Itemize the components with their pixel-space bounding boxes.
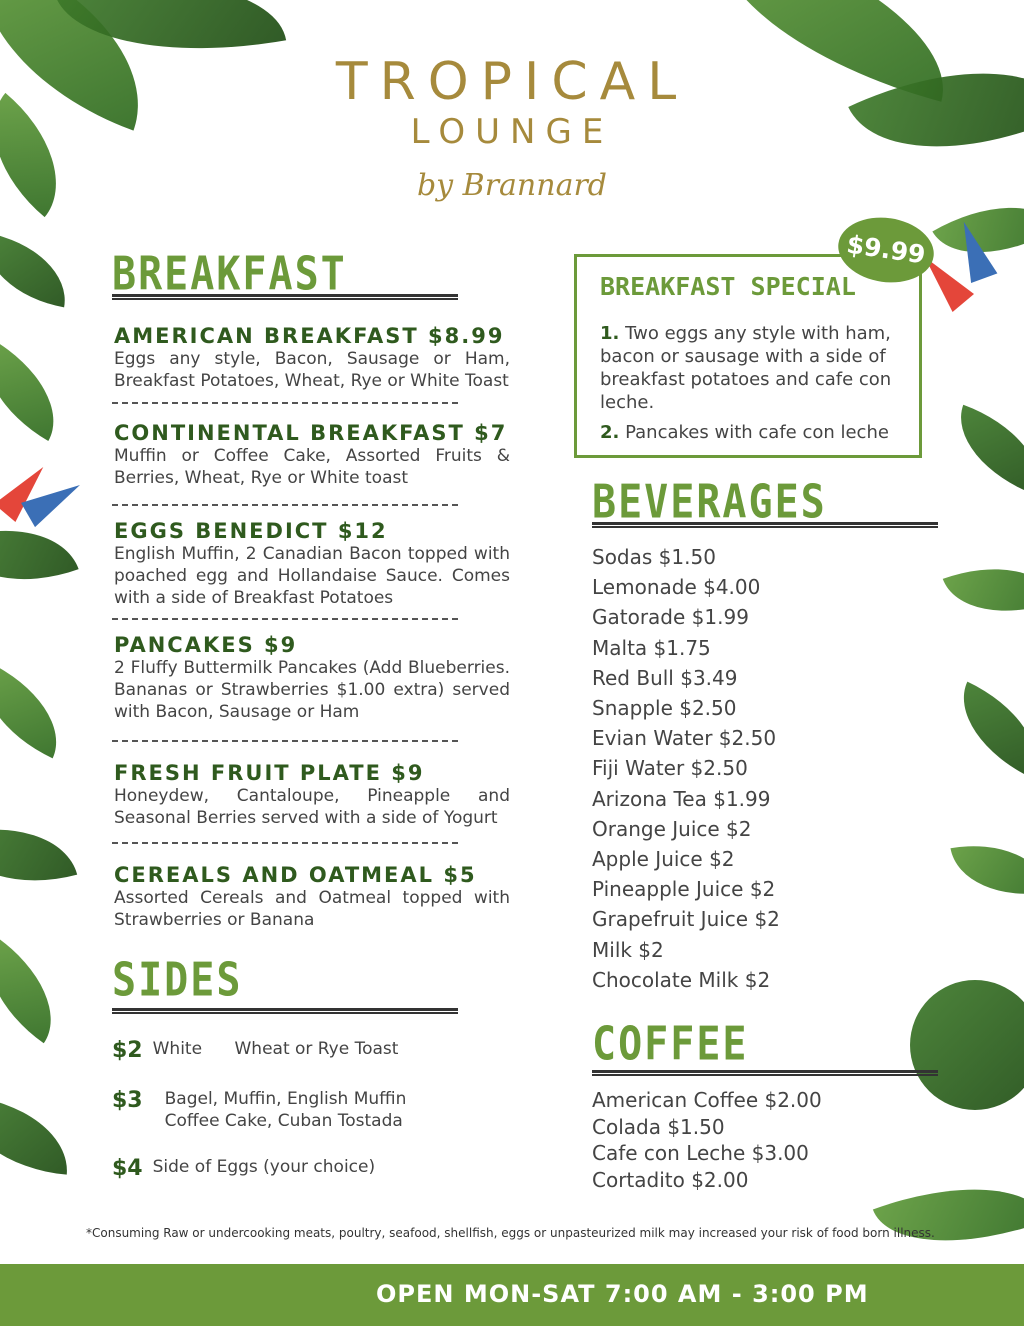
beverage-item: Orange Juice $2	[592, 816, 752, 841]
special-price-badge: $9.99	[834, 212, 938, 289]
side-row	[112, 1088, 406, 1132]
beverage-item: Lemonade $4.00	[592, 575, 761, 600]
beverage-item: Snapple $2.50	[592, 696, 737, 720]
sides-rule	[112, 1008, 458, 1014]
beverage-item: Grapefruit Juice $2	[592, 907, 780, 932]
side-text: White Wheat or Rye Toast	[152, 1039, 399, 1059]
beverage-item: Apple Juice $2	[592, 847, 735, 871]
coffee-heading: COFFEE	[592, 1018, 749, 1071]
menu-item-title: CONTINENTAL BREAKFAST $7	[114, 421, 508, 445]
side-text-line: Bagel, Muffin, English Muffin	[164, 1089, 407, 1109]
beverages-rule	[592, 522, 938, 528]
beverage-item: Sodas $1.50	[592, 545, 716, 569]
special-item-number: 1.	[600, 323, 620, 344]
beverage-item: Gatorade $1.99	[592, 605, 749, 630]
item-divider	[112, 618, 458, 620]
item-divider	[112, 402, 458, 404]
side-text	[165, 1088, 407, 1132]
item-divider	[112, 504, 458, 506]
coffee-item: American Coffee $2.00	[592, 1088, 822, 1112]
beverage-item: Red Bull $3.49	[592, 665, 738, 690]
special-item	[600, 322, 900, 414]
beverage-item: Chocolate Milk $2	[592, 967, 771, 992]
brand-title: TROPICAL	[335, 52, 689, 112]
coffee-item: Cortadito $2.00	[592, 1167, 749, 1192]
menu-item-title: PANCAKES $9	[114, 633, 298, 657]
special-title: BREAKFAST SPECIAL	[600, 272, 856, 301]
menu-item-desc: Assorted Cereals and Oatmeal topped with Strawberries or Banana	[114, 888, 510, 930]
special-item-text: Pancakes with cafe con leche	[625, 422, 889, 443]
side-text-line: Coffee Cake, Cuban Tostada	[164, 1111, 403, 1131]
beverage-item: Fiji Water $2.50	[592, 756, 748, 781]
coffee-item: Cafe con Leche $3.00	[592, 1141, 809, 1165]
brand-subtitle: LOUNGE	[410, 112, 614, 152]
beverage-item: Evian Water $2.50	[592, 726, 777, 751]
menu-item-desc: English Muffin, 2 Canadian Bacon topped with poached egg and Hollandaise Sauce. Comes with a side of Breakfast Potatoes	[114, 544, 510, 608]
menu-item-title: CEREALS AND OATMEAL $5	[114, 863, 477, 887]
side-text: Side of Eggs (your choice)	[152, 1157, 376, 1177]
beverage-item: Milk $2	[592, 937, 664, 962]
side-price: $3	[112, 1088, 143, 1113]
menu-item-desc: Honeydew, Cantaloupe, Pineapple and Seasonal Berries served with a side of Yogurt	[114, 786, 510, 828]
menu-item-title: EGGS BENEDICT $12	[114, 519, 388, 543]
coffee-rule	[592, 1070, 938, 1076]
side-price: $2	[112, 1038, 143, 1063]
beverage-item: Malta $1.75	[592, 635, 711, 660]
special-item	[600, 421, 900, 444]
coffee-item: Colada $1.50	[592, 1114, 725, 1139]
menu-item-desc: Eggs any style, Bacon, Sausage or Ham, Breakfast Potatoes, Wheat, Rye or White Toast	[114, 349, 510, 391]
item-divider	[112, 740, 458, 742]
opening-hours: OPEN MON-SAT 7:00 AM - 3:00 PM	[376, 1280, 869, 1308]
breakfast-heading: BREAKFAST	[112, 248, 347, 301]
special-item-text: Two eggs any style with ham, bacon or sausage with a side of breakfast potatoes and cafe con leche.	[600, 323, 892, 413]
menu-item-desc: 2 Fluffy Buttermilk Pancakes (Add Blueberries. Bananas or Strawberries $1.00 extra) served with Bacon, Sausage or Ham	[114, 658, 510, 722]
special-item-number: 2.	[600, 422, 620, 443]
brand-signature: by Brannard	[416, 168, 608, 203]
breakfast-rule	[112, 294, 458, 300]
menu-item-title: AMERICAN BREAKFAST $8.99	[114, 324, 505, 348]
beverages-heading: BEVERAGES	[592, 476, 827, 529]
menu-item-title: FRESH FRUIT PLATE $9	[114, 761, 425, 785]
side-row	[112, 1156, 375, 1181]
beverage-item: Pineapple Juice $2	[592, 877, 776, 902]
beverage-item: Arizona Tea $1.99	[592, 786, 771, 811]
side-price: $4	[112, 1156, 143, 1181]
menu-item-desc: Muffin or Coffee Cake, Assorted Fruits & Berries, Wheat, Rye or White toast	[114, 446, 510, 488]
disclaimer: *Consuming Raw or undercooking meats, poultry, seafood, shellfish, eggs or unpasteurized milk may increased your risk of food born illness.	[86, 1226, 935, 1240]
sides-heading: SIDES	[112, 954, 243, 1007]
item-divider	[112, 842, 458, 844]
side-row	[112, 1038, 398, 1063]
